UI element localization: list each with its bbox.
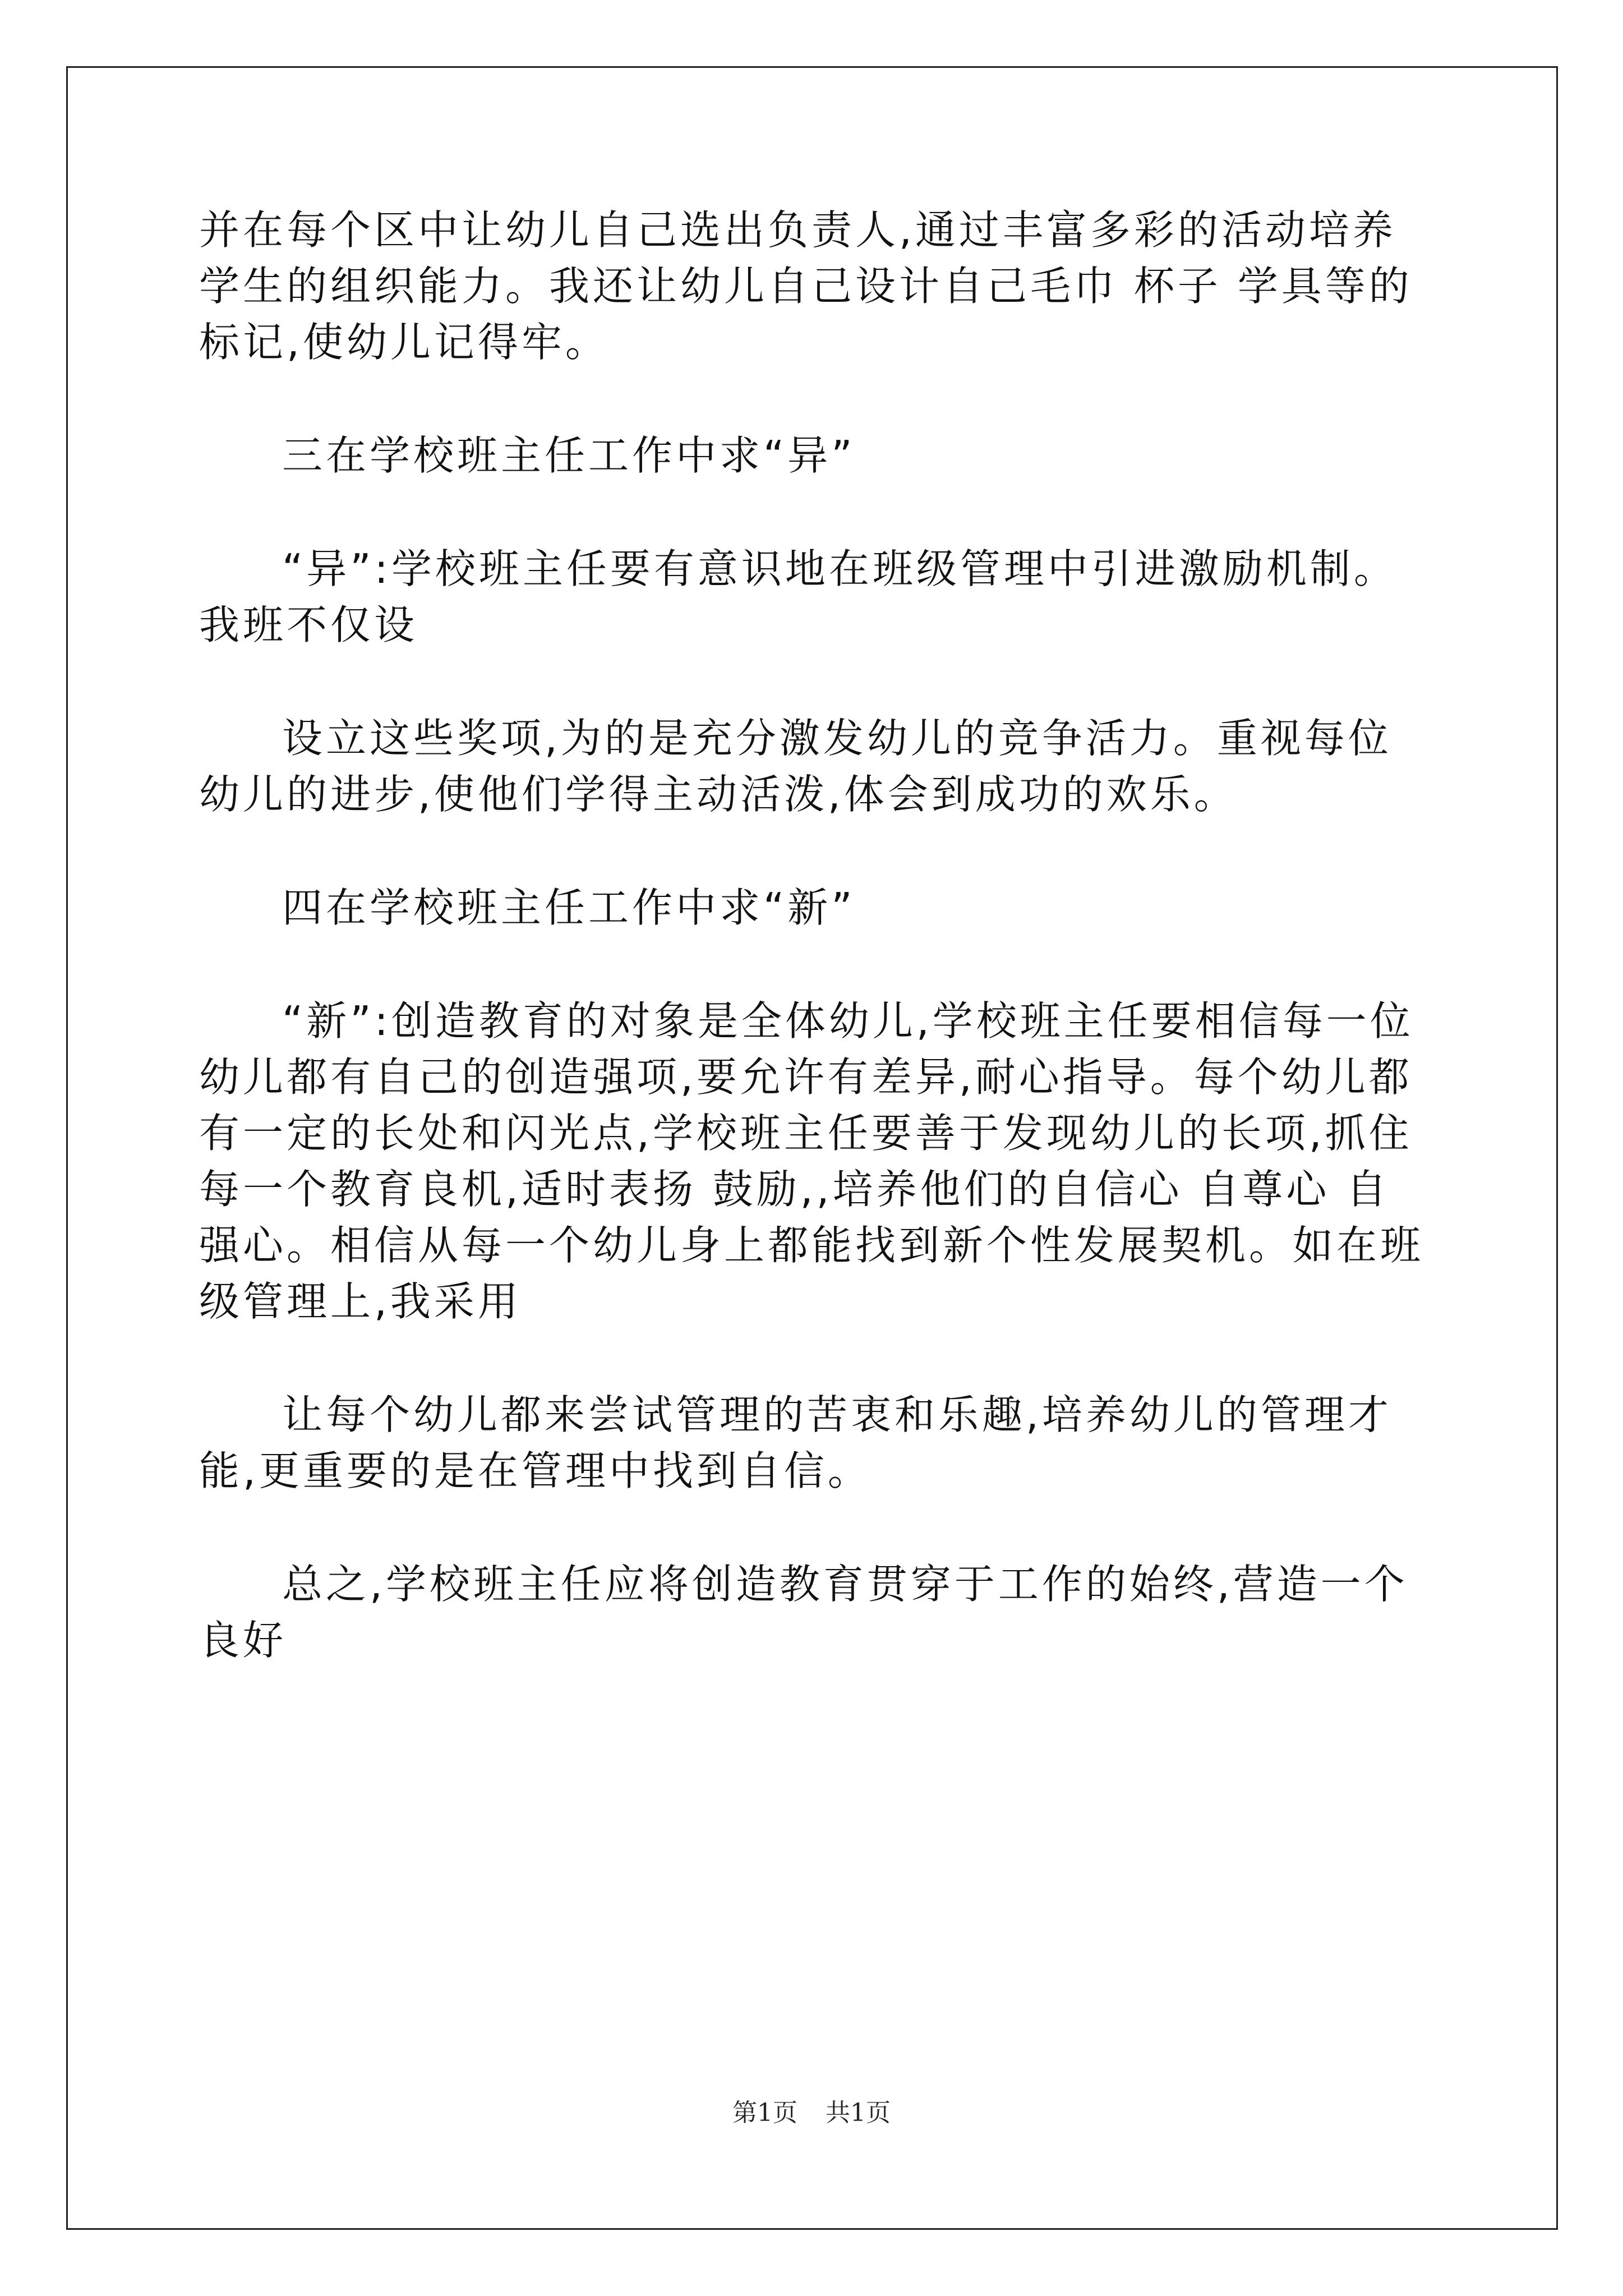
paragraph-6: “新”:创造教育的对象是全体幼儿,学校班主任要相信每一位幼儿都有自己的创造强项,要允许有差异,耐心指导。每个幼儿都有一定的长处和闪光点,学校班主任要善于发现幼儿的长项,抓住每一个教育良机,适时表扬 鼓励,,培养他们的自信心 自尊心 自强心。相信从每一个幼儿身上都能找到新个性发展契机。如在班级管理上,我采用 [199, 997, 1424, 1325]
paragraph-5-heading: 四在学校班主任工作中求“新” [282, 884, 856, 931]
page-number-current: 第1页 [732, 2099, 797, 2127]
paragraph-4: 设立这些奖项,为的是充分激发幼儿的竞争活力。重视每位幼儿的进步,使他们学得主动活泼,体会到成功的欢乐。 [199, 715, 1392, 818]
paragraph-3: “异”:学校班主任要有意识地在班级管理中引进激励机制。我班不仅设 [199, 545, 1398, 648]
paragraph-2-heading: 三在学校班主任工作中求“异” [282, 432, 856, 479]
paragraph-7: 让每个幼儿都来尝试管理的苦衷和乐趣,培养幼儿的管理才能,更重要的是在管理中找到自信。 [199, 1391, 1392, 1494]
page-number-total: 共1页 [826, 2099, 891, 2127]
document-body [199, 202, 1427, 1726]
paragraph-1: 并在每个区中让幼儿自己选出负责人,通过丰富多彩的活动培养学生的组织能力。我还让幼儿自己设计自己毛巾 杯子 学具等的标记,使幼儿记得牢。 [199, 206, 1413, 366]
page-footer [0, 2092, 1623, 2128]
paragraph-8: 总之,学校班主任应将创造教育贯穿于工作的始终,营造一个良好 [199, 1561, 1408, 1664]
